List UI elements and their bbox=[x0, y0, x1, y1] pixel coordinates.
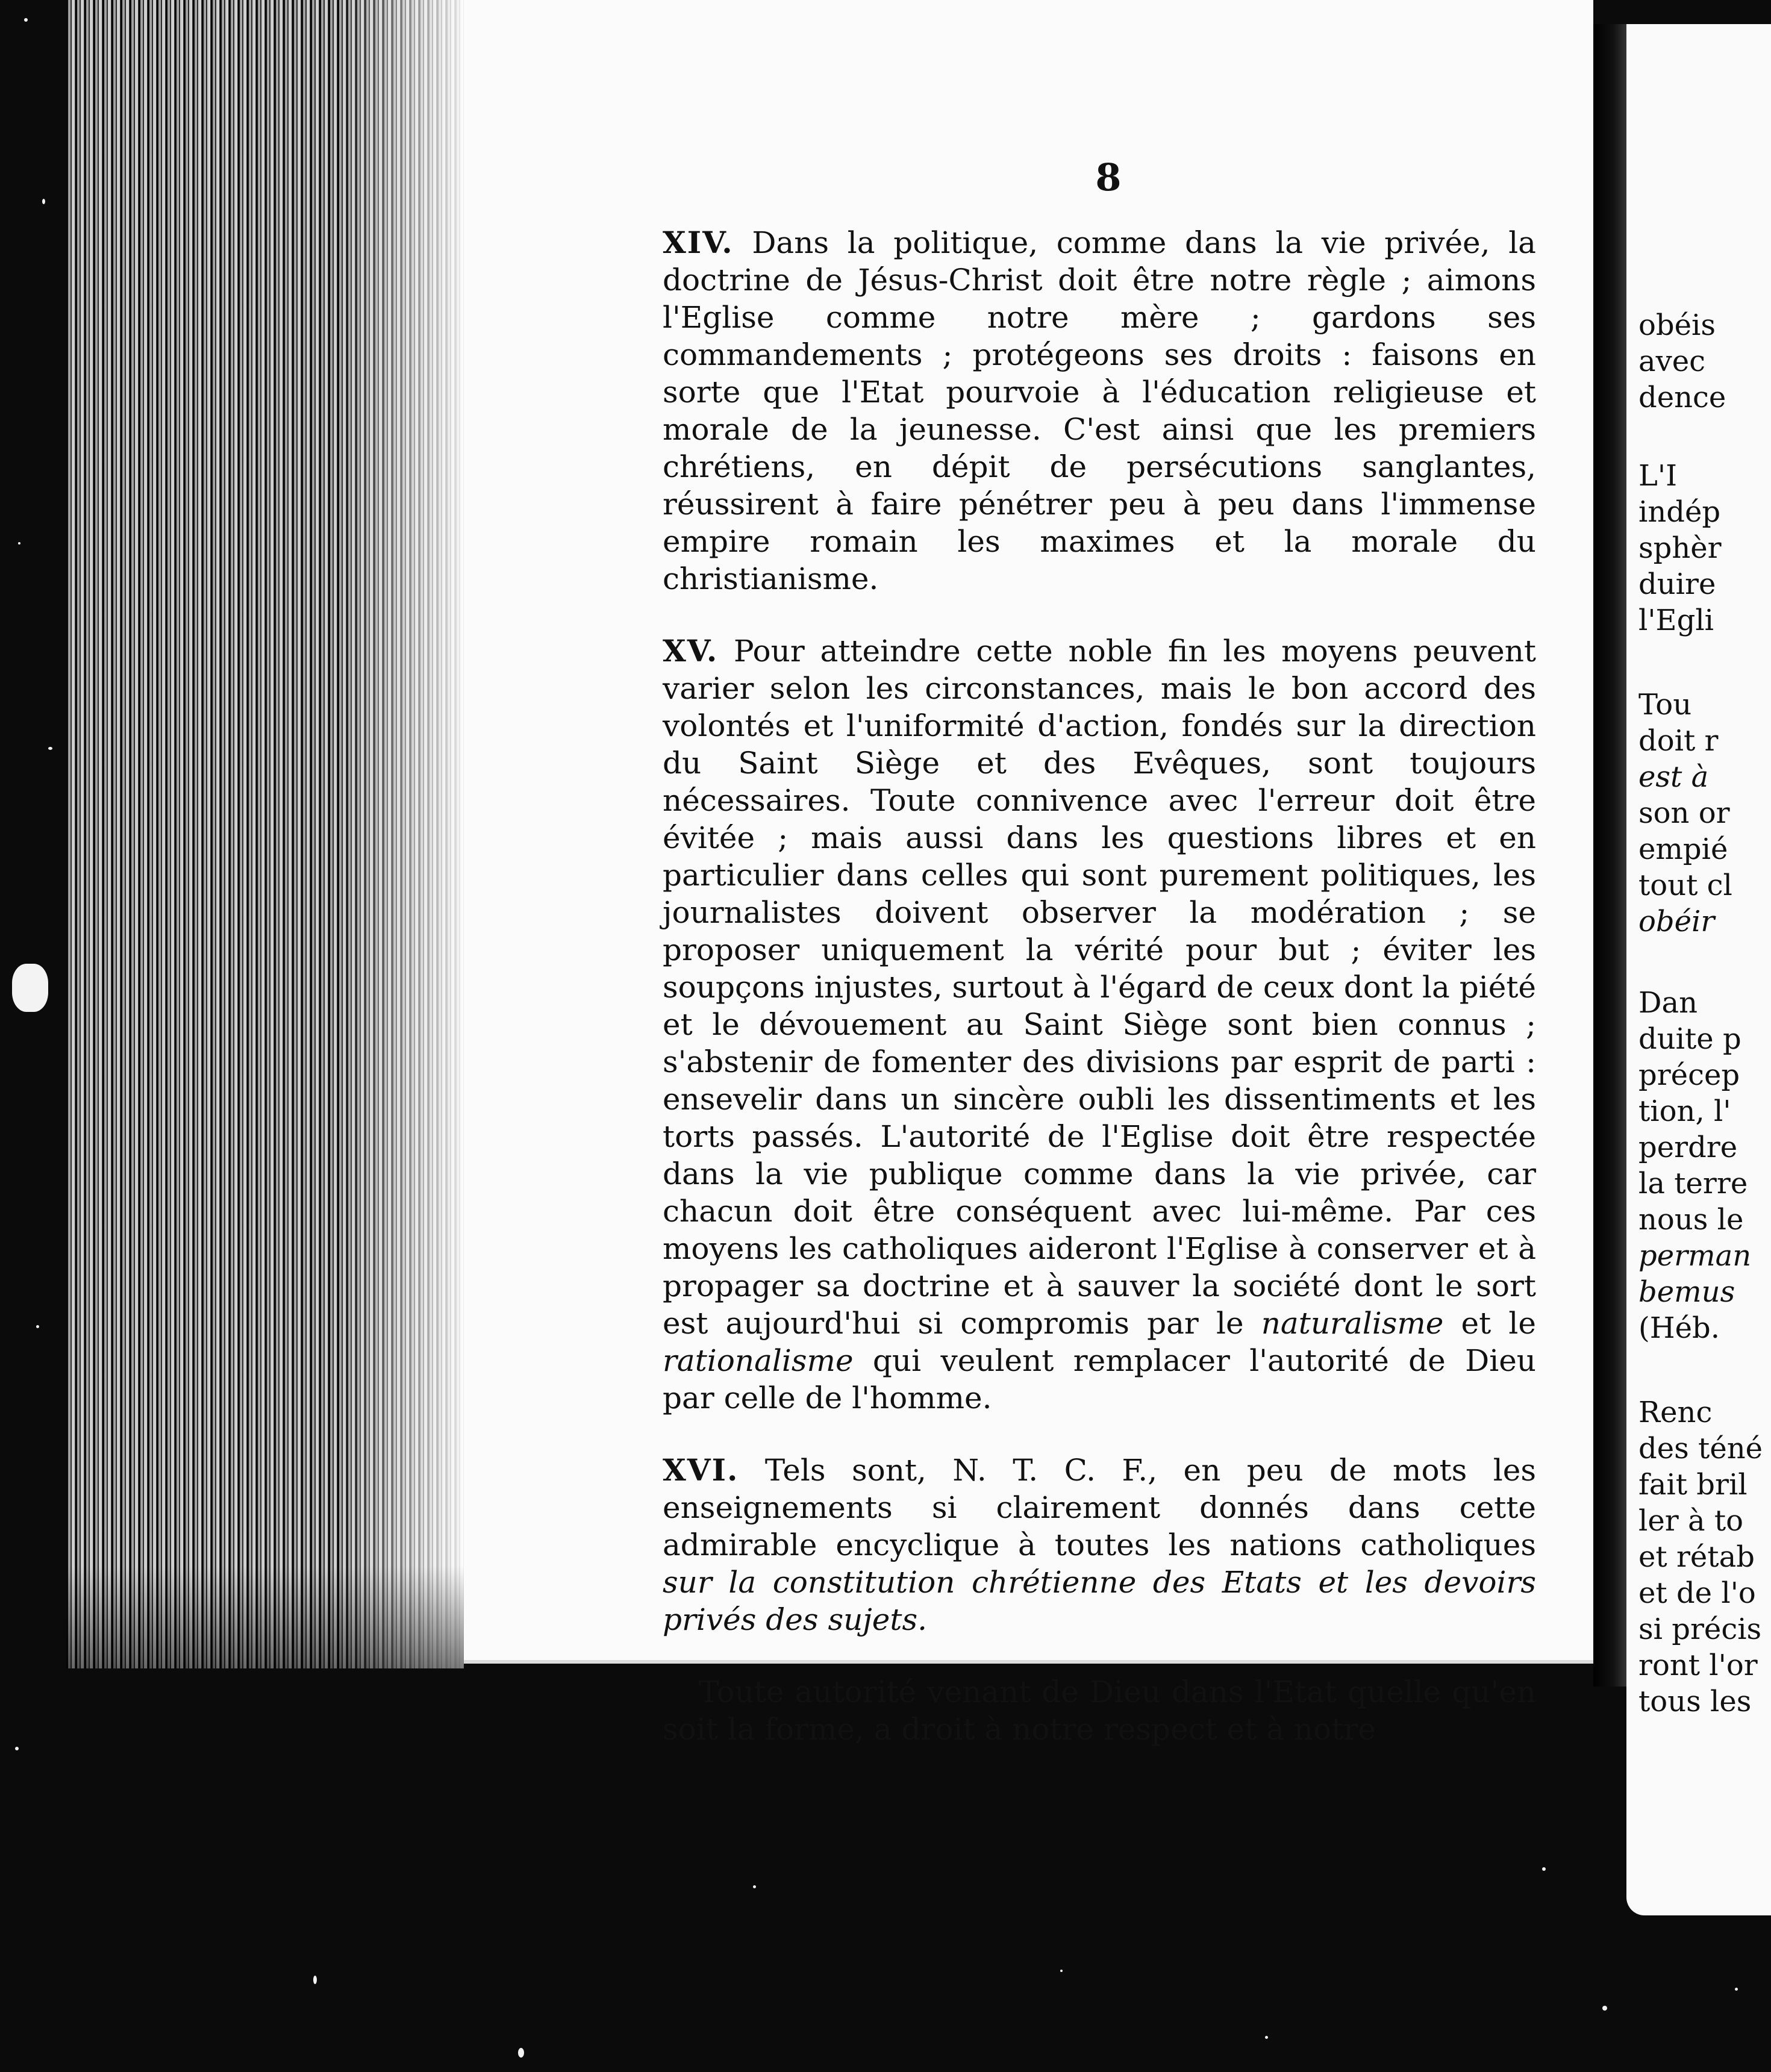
right-page-cropped bbox=[1626, 24, 1771, 1915]
right-page-line: Dan bbox=[1638, 986, 1698, 1020]
paragraph-text: et le bbox=[1443, 1306, 1536, 1341]
page-edges-shadow bbox=[66, 1566, 464, 1668]
paragraph-text: Toute autorité venant de Dieu dans l'Etat quelle qu'en soit la forme, a droit à notre respect et à notre bbox=[663, 1674, 1536, 1747]
right-page-line: fait bril bbox=[1638, 1468, 1748, 1502]
paragraph-xvi bbox=[663, 1452, 1536, 1638]
right-page-line: empié bbox=[1638, 832, 1728, 866]
paragraph-authority bbox=[663, 1673, 1536, 1748]
paragraph-xiv bbox=[663, 224, 1536, 598]
text-column bbox=[663, 224, 1536, 1748]
encyclical-title: sur la constitution chrétienne des Etats et les devoirs privés des sujets. bbox=[663, 1565, 1536, 1637]
italic-term: naturalisme bbox=[1261, 1306, 1444, 1341]
right-page-line: dence bbox=[1638, 381, 1726, 414]
book-gutter bbox=[1593, 24, 1626, 1687]
paragraph-text: Pour atteindre cette noble fin les moyens peuvent varier selon les circonstances, mais le bon accord des volontés et l'uniformité d'action, fondés sur la direction du Saint Siège et des Evêques, sont toujours nécessaires. Toute connivence avec l'erreur doit être évitée ; mais aussi dans les questions libres et en particulier dans celles qui sont purement politiques, les journalistes doivent observer la modération ; se proposer uniquement la vérité pour but ; éviter les soupçons injustes, surtout à l'égard de ceux dont la piété et le dévouement au Saint Siège sont bien connus ; s'abstenir de fomenter des divisions par esprit de parti : ensevelir dans un sincère oubli les dissentiments et les torts passés. L'autorité de l'Eglise doit être respectée dans la vie publique comme dans la vie privée, car chacun doit être conséquent avec lui-même. Par ces moyens les catholiques aideront l'Eglise à conserver et à propager sa doctrine et à sauver la société dont le sort est aujourd'hui si compromis par le bbox=[663, 634, 1536, 1341]
right-page-line: obéis bbox=[1638, 308, 1716, 342]
right-page-line: indép bbox=[1638, 495, 1721, 529]
right-page-line: précep bbox=[1638, 1058, 1740, 1092]
right-page-line: duire bbox=[1638, 567, 1716, 601]
paragraph-text: Tels sont, N. T. C. F., en peu de mots les enseignements si clairement donnés dans cette admirable encyclique à toutes les nations catholiques bbox=[663, 1453, 1536, 1562]
right-page-line: perdre bbox=[1638, 1131, 1738, 1164]
right-page-line: sphèr bbox=[1638, 531, 1722, 565]
right-page-line: tout cl bbox=[1638, 869, 1732, 902]
paragraph-xv bbox=[663, 632, 1536, 1417]
right-page-line: Tou bbox=[1638, 688, 1692, 722]
right-page-line: nous le bbox=[1638, 1203, 1744, 1237]
right-page-line: son or bbox=[1638, 796, 1730, 830]
right-page-line: ler à to bbox=[1638, 1504, 1744, 1538]
page-number: 8 bbox=[1095, 155, 1122, 199]
right-page-line: avec bbox=[1638, 345, 1706, 378]
right-page-line: et de l'o bbox=[1638, 1576, 1756, 1610]
right-page-line: doit r bbox=[1638, 724, 1719, 758]
italic-term: rationalisme bbox=[663, 1343, 854, 1378]
section-numeral: XIV. bbox=[663, 225, 734, 260]
right-page-line: est à bbox=[1638, 760, 1709, 794]
right-page-line: tion, l' bbox=[1638, 1094, 1731, 1128]
right-page-line: l'Egli bbox=[1638, 604, 1714, 637]
page-edges-highlight bbox=[337, 0, 464, 1668]
paragraph-text: Dans la politique, comme dans la vie privée, la doctrine de Jésus-Christ doit être notre règle ; aimons l'Eglise comme notre mère ; gardons ses commandements ; protégeons ses droits : faisons en sorte que l'Etat pourvoie à l'éducation religieuse et morale de la jeunesse. C'est ainsi que les premiers chrétiens, en dépit de persécutions sanglantes, réussirent à faire pénétrer peu à peu dans l'immense empire romain les maximes et la morale du christianisme. bbox=[663, 225, 1536, 596]
right-page-line: la terre bbox=[1638, 1167, 1748, 1200]
right-page-line: des téné bbox=[1638, 1432, 1763, 1465]
right-page-line: et rétab bbox=[1638, 1540, 1755, 1574]
section-numeral: XV. bbox=[663, 633, 719, 669]
right-page-line: tous les bbox=[1638, 1685, 1752, 1718]
right-page-line: L'I bbox=[1638, 459, 1678, 493]
right-page-line: Renc bbox=[1638, 1396, 1713, 1429]
right-page-line: bemus bbox=[1638, 1275, 1735, 1309]
right-page-line: perman bbox=[1638, 1239, 1752, 1273]
right-page-line: obéir bbox=[1638, 905, 1715, 938]
right-page-line: duite p bbox=[1638, 1022, 1741, 1056]
right-page-line: ront l'or bbox=[1638, 1649, 1758, 1682]
paragraph-text: qui veulent remplacer l'autorité de Dieu par celle de l'homme. bbox=[663, 1343, 1536, 1415]
right-page-line: (Héb. bbox=[1638, 1311, 1720, 1345]
section-numeral: XVI. bbox=[663, 1452, 739, 1488]
right-page-line: si précis bbox=[1638, 1612, 1762, 1646]
